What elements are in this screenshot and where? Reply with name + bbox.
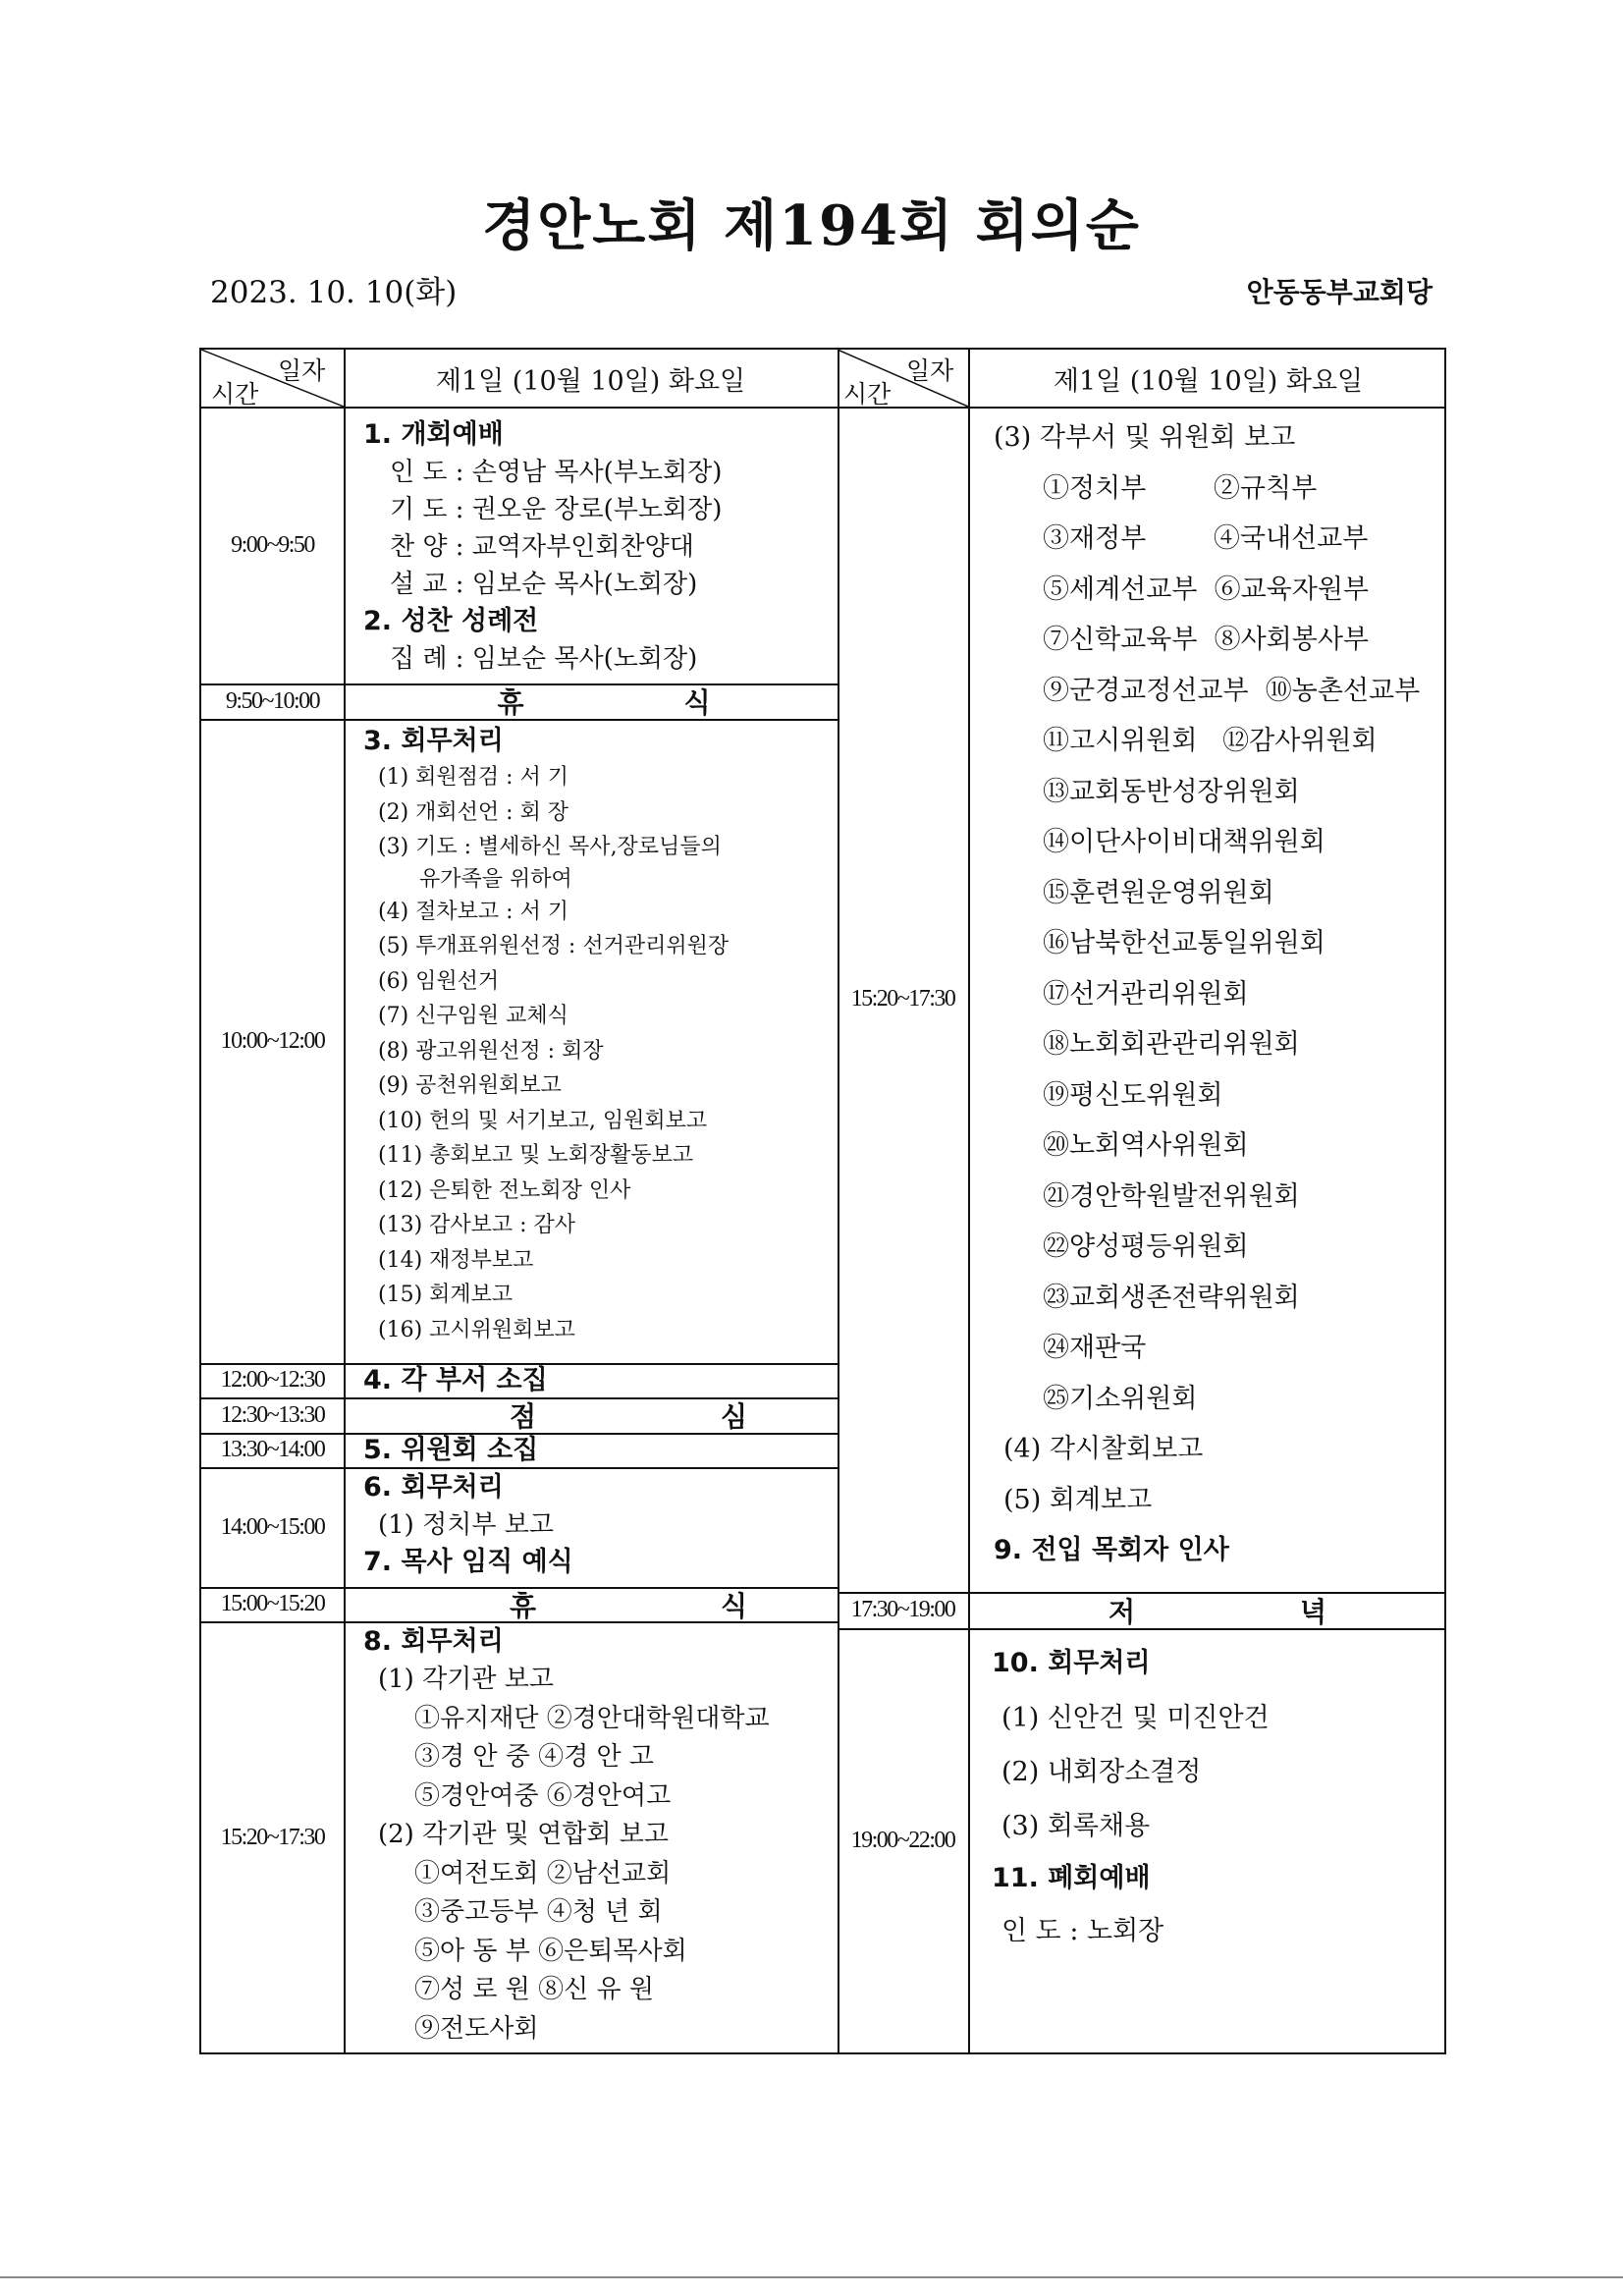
report-line: (5) 회계보고 (1003, 1484, 1153, 1515)
break-label: 식 (720, 1589, 748, 1622)
agenda-item: (3) 회록채용 (1001, 1811, 1151, 1841)
section-heading: 5. 위원회 소집 (363, 1435, 539, 1465)
meeting-venue: 안동동부교회당 (1246, 276, 1433, 308)
break-row (417, 1587, 839, 1621)
break-label: 휴 (509, 1589, 537, 1622)
report-line: ⑤아 동 부 ⑥은퇴목사회 (414, 1936, 687, 1966)
section-heading: 3. 회무처리 (363, 726, 504, 756)
report-line: ⑨군경교정선교부 ⑩농촌선교부 (1043, 675, 1421, 706)
time-slot: 10:00~12:00 (220, 1027, 325, 1054)
page-title: 경안노회 제194회 회의순 (482, 193, 1141, 258)
time-slot: 17:30~19:00 (850, 1597, 955, 1622)
break-label: 점 (509, 1400, 537, 1433)
agenda-item: (15) 회계보고 (378, 1283, 514, 1307)
agenda-item: (5) 투개표위원선정 : 선거관리위원장 (378, 934, 730, 958)
time-label: 시간 (843, 380, 892, 409)
opening-worship-block (363, 416, 722, 678)
agenda-item: (13) 감사보고 : 감사 (378, 1213, 576, 1237)
committee-reports-block (994, 412, 1420, 1575)
agenda-item: (8) 광고위원선정 : 회장 (378, 1038, 604, 1064)
report-line: ③경 안 중 ④경 안 고 (414, 1742, 655, 1772)
agenda-item: (1) 신안건 및 미진안건 (1001, 1703, 1270, 1733)
agenda-item: (2) 개회선언 : 회 장 (378, 799, 569, 825)
break-label: 녁 (1299, 1595, 1327, 1628)
report-line: ①유지재단 ②경안대학원대학교 (414, 1703, 770, 1733)
agenda-item: (4) 절차보고 : 서 기 (378, 899, 569, 924)
header-divider (201, 407, 1444, 409)
institution-reports-block (363, 1623, 770, 2049)
time-slot: 15:20~17:30 (220, 1824, 325, 1850)
report-line: ⑦신학교육부 ⑧사회봉사부 (1043, 625, 1369, 655)
time-slot: 15:20~17:30 (850, 986, 955, 1011)
day-label: 일자 (278, 356, 326, 385)
program-line: 집 례 : 임보순 목사(노회장) (390, 644, 698, 674)
break-row (417, 683, 790, 719)
section-heading: 4. 각 부서 소집 (363, 1365, 548, 1395)
agenda-item: (3) 기도 : 별세하신 목사,장로님들의 (378, 835, 722, 859)
report-line: ⑬교회동반성장위원회 (1043, 776, 1300, 807)
column-divider (344, 350, 346, 2052)
report-line: ⑳노회역사위원회 (1043, 1130, 1249, 1161)
agenda-item: (12) 은퇴한 전노회장 인사 (378, 1177, 631, 1203)
page-bottom-edge (0, 2276, 1623, 2278)
report-line: ㉓교회생존전략위원회 (1043, 1282, 1300, 1313)
time-slot: 19:00~22:00 (850, 1828, 955, 1853)
report-line: ㉕기소위원회 (1043, 1383, 1198, 1414)
report-line: ⑮훈련원운영위원회 (1043, 877, 1274, 908)
section-heading: 9. 전입 목회자 인사 (994, 1535, 1229, 1565)
report-line: ㉑경안학원발전위원회 (1043, 1180, 1300, 1212)
column-divider (968, 350, 970, 2052)
report-line: ⑱노회회관관리위원회 (1043, 1029, 1300, 1060)
report-line: ㉒양성평등위원회 (1043, 1231, 1249, 1262)
day-header: 제1일 (10월 10일) 화요일 (435, 365, 746, 397)
report-line: (4) 각시찰회보고 (1003, 1434, 1204, 1464)
report-line: ①정치부 ②규칙부 (1043, 472, 1318, 504)
report-line: ⑰선거관리위원회 (1043, 978, 1249, 1010)
lunch-row (417, 1397, 839, 1433)
report-line: (2) 각기관 및 연합회 보고 (378, 1820, 669, 1849)
agenda-item: (1) 정치부 보고 (378, 1510, 554, 1540)
agenda-item: (10) 헌의 및 서기보고, 임원회보고 (378, 1108, 708, 1133)
agenda-item: (2) 내회장소결정 (1001, 1757, 1202, 1787)
day-label: 일자 (906, 356, 954, 385)
dinner-row (1026, 1592, 1409, 1628)
agenda-item: (9) 공천위원회보고 (378, 1073, 562, 1098)
meeting-date: 2023. 10. 10(화) (210, 275, 458, 310)
program-line: 인 도 : 노회장 (1001, 1916, 1164, 1946)
section-heading: 11. 폐회예배 (992, 1863, 1151, 1893)
agenda-item: 유가족을 위하여 (378, 866, 572, 892)
agenda-item: (14) 재정부보고 (378, 1247, 534, 1273)
program-line: 설 교 : 임보순 목사(노회장) (390, 570, 698, 599)
agenda-item: (7) 신구임원 교체식 (378, 1004, 568, 1028)
time-slot: 15:00~15:20 (220, 1591, 325, 1616)
section-heading: 7. 목사 임직 예식 (363, 1547, 573, 1577)
time-slot: 14:00~15:00 (220, 1513, 325, 1540)
time-slot: 13:30~14:00 (220, 1437, 325, 1462)
break-label: 저 (1108, 1595, 1136, 1628)
report-line: (1) 각기관 보고 (378, 1665, 554, 1694)
agenda-item: (16) 고시위원회보고 (378, 1317, 575, 1342)
day-header: 제1일 (10월 10일) 화요일 (1053, 365, 1364, 397)
report-line: ⑤세계선교부 ⑥교육자원부 (1043, 574, 1369, 605)
business-block-2 (363, 1469, 573, 1581)
section-heading: 8. 회무처리 (363, 1626, 504, 1657)
program-line: 기 도 : 권오운 장로(부노회장) (390, 495, 723, 524)
report-line: ⑪고시위원회 ⑫감사위원회 (1043, 726, 1378, 756)
closing-block (992, 1636, 1270, 1958)
section-heading: 6. 회무처리 (363, 1472, 504, 1503)
report-line: ⑭이단사이비대책위원회 (1043, 827, 1325, 857)
section-heading: 10. 회무처리 (992, 1648, 1151, 1678)
agenda-item: (1) 회원점검 : 서 기 (378, 765, 569, 790)
agenda-item: (6) 임원선거 (378, 968, 500, 994)
break-label: 심 (720, 1400, 748, 1433)
report-line: ㉔재판국 (1043, 1333, 1147, 1363)
time-slot: 9:00~9:50 (231, 531, 314, 558)
report-line: ⑯남북한선교통일위원회 (1043, 928, 1325, 958)
section-heading: 1. 개회예배 (363, 419, 504, 450)
time-slot: 9:50~10:00 (225, 687, 320, 714)
time-slot: 12:30~13:30 (220, 1401, 325, 1428)
report-line: ⑨전도사회 (414, 2013, 539, 2044)
schedule-table (199, 348, 1446, 2054)
break-label: 휴 (497, 686, 524, 719)
break-label: 식 (683, 686, 711, 719)
time-label: 시간 (211, 380, 259, 409)
business-block (363, 723, 729, 1347)
report-line: (3) 각부서 및 위원회 보고 (994, 422, 1296, 453)
time-slot: 12:00~12:30 (220, 1367, 325, 1393)
report-line: ⑦성 로 원 ⑧신 유 원 (414, 1975, 655, 2004)
report-line: ⑲평신도위원회 (1043, 1079, 1223, 1111)
report-line: ①여전도회 ②남선교회 (414, 1858, 672, 1888)
report-line: ③중고등부 ④청 년 회 (414, 1897, 663, 1927)
section-heading: 2. 성찬 성례전 (363, 606, 539, 636)
program-line: 찬 양 : 교역자부인회찬양대 (390, 532, 694, 562)
report-line: ⑤경안여중 ⑥경안여고 (414, 1780, 672, 1811)
agenda-item: (11) 총회보고 및 노회장활동보고 (378, 1143, 694, 1168)
program-line: 인 도 : 손영남 목사(부노회장) (390, 458, 723, 487)
report-line: ③재정부 ④국내선교부 (1043, 523, 1369, 554)
